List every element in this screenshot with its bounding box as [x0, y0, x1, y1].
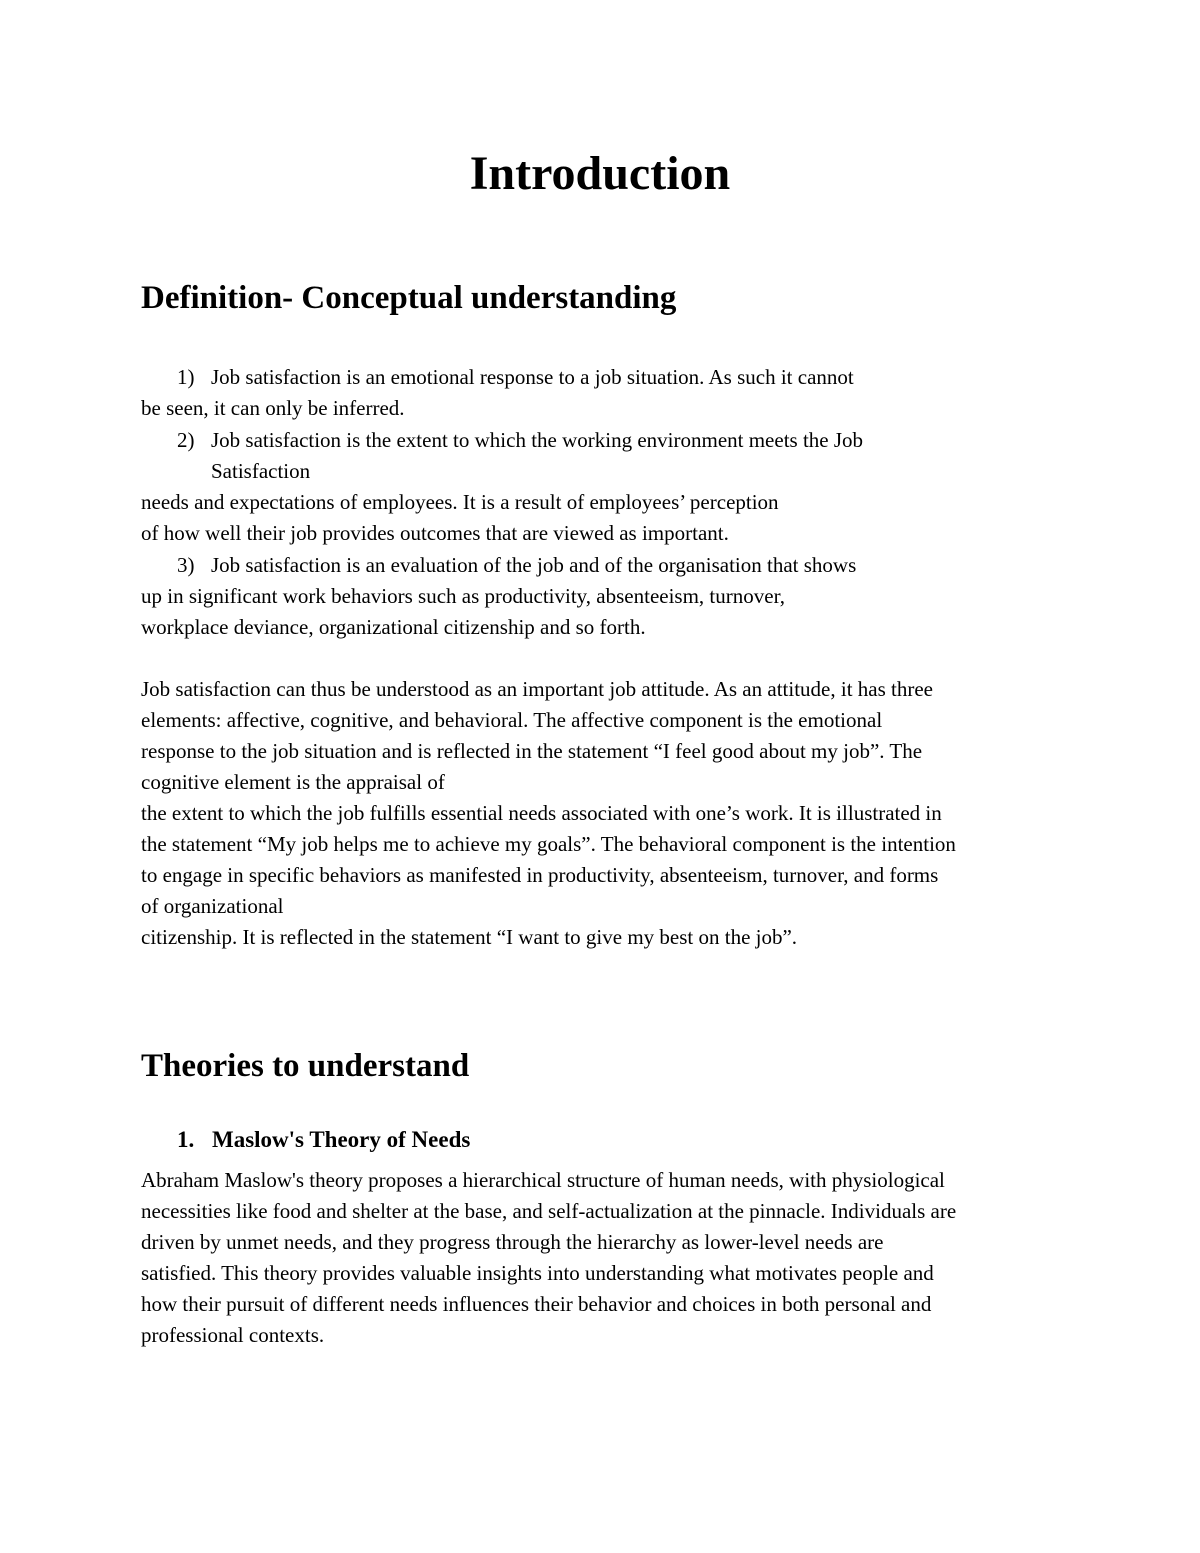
paragraph-line: cognitive element is the appraisal of	[141, 770, 445, 794]
paragraph-line: elements: affective, cognitive, and behavioral. The affective component is the emotional	[141, 708, 883, 732]
paragraph-line: necessities like food and shelter at the base, and self-actualization at the pinnacle. Individuals are	[141, 1199, 957, 1223]
list-item-line: needs and expectations of employees. It is a result of employees’ perception	[141, 490, 779, 514]
section-heading-definition: Definition- Conceptual understanding	[141, 280, 677, 316]
paragraph-line: the extent to which the job fulfills essential needs associated with one’s work. It is illustrated in	[141, 801, 942, 825]
list-item-line: be seen, it can only be inferred.	[141, 396, 405, 420]
paragraph-line: satisfied. This theory provides valuable insights into understanding what motivates people and	[141, 1261, 934, 1285]
list-number: 2)	[177, 428, 195, 452]
subsection-number: 1.	[177, 1127, 195, 1152]
paragraph-line: response to the job situation and is reflected in the statement “I feel good about my job”. The	[141, 739, 923, 763]
paragraph-line: the statement “My job helps me to achieve my goals”. The behavioral component is the intention	[141, 832, 956, 856]
paragraph-line: driven by unmet needs, and they progress through the hierarchy as lower-level needs are	[141, 1230, 884, 1254]
paragraph-line: citizenship. It is reflected in the statement “I want to give my best on the job”.	[141, 925, 798, 949]
list-number: 1)	[177, 365, 195, 389]
list-item-line: workplace deviance, organizational citizenship and so forth.	[141, 615, 646, 639]
list-item-line: Job satisfaction is an evaluation of the job and of the organisation that shows	[211, 553, 857, 577]
paragraph-line: how their pursuit of different needs influences their behavior and choices in both personal and	[141, 1292, 932, 1316]
paragraph-line: Abraham Maslow's theory proposes a hierarchical structure of human needs, with physiological	[141, 1168, 945, 1192]
subsection-heading: Maslow's Theory of Needs	[212, 1127, 471, 1152]
paragraph-line: to engage in specific behaviors as manifested in productivity, absenteeism, turnover, and forms	[141, 863, 939, 887]
section-heading-theories: Theories to understand	[141, 1048, 470, 1084]
list-item-line: up in significant work behaviors such as productivity, absenteeism, turnover,	[141, 584, 785, 608]
list-item-line: Job satisfaction is an emotional response to a job situation. As such it cannot	[211, 365, 854, 389]
list-item-line: Satisfaction	[211, 459, 311, 483]
paragraph-line: professional contexts.	[141, 1323, 325, 1347]
paragraph-line: Job satisfaction can thus be understood as an important job attitude. As an attitude, it has three	[141, 677, 933, 701]
page-title: Introduction	[469, 147, 731, 200]
list-item-line: of how well their job provides outcomes that are viewed as important.	[141, 521, 729, 545]
list-number: 3)	[177, 553, 195, 577]
paragraph-line: of organizational	[141, 894, 284, 918]
list-item-line: Job satisfaction is the extent to which the working environment meets the Job	[211, 428, 864, 452]
